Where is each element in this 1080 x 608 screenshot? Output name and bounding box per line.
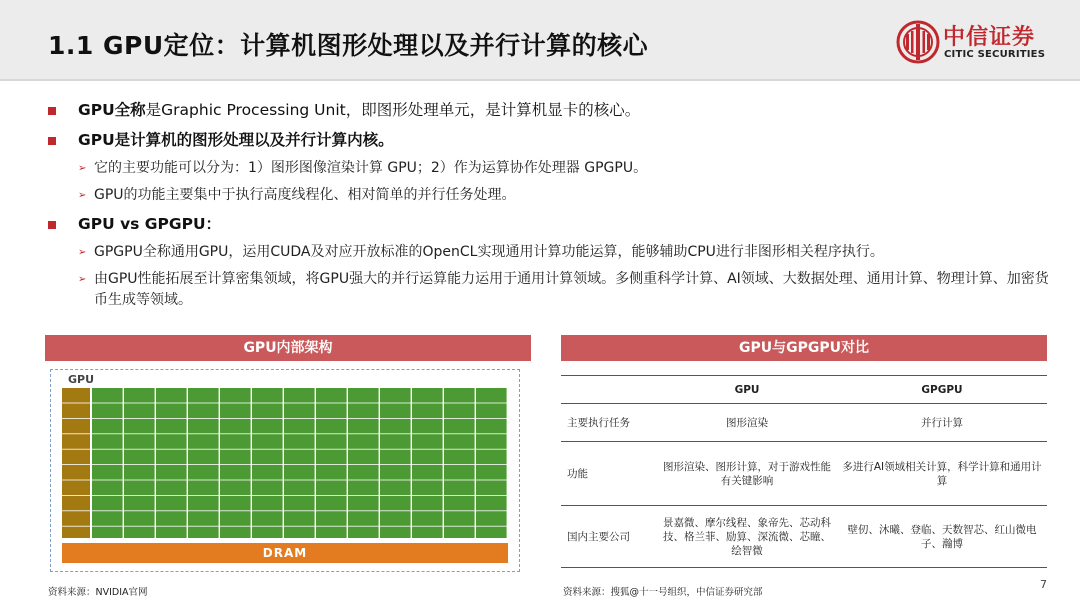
alu-core-cell [252, 450, 283, 465]
table-header-row [561, 376, 1047, 404]
alu-core-cell [316, 388, 347, 403]
bullet-square-icon [48, 137, 56, 145]
arrow-right-icon: ➢ [78, 163, 87, 174]
alu-core-cell [476, 465, 507, 480]
alu-core-cell [124, 527, 155, 538]
alu-core-cell [188, 496, 219, 511]
alu-core-cell [380, 419, 411, 434]
alu-core-cell [380, 496, 411, 511]
alu-core-cell [156, 388, 187, 403]
logo-name-en: CITIC SECURITIES [944, 49, 1046, 60]
alu-core-cell [316, 450, 347, 465]
alu-core-cell [348, 511, 379, 526]
alu-core-cell [284, 388, 315, 403]
table-cell: 并行计算 [837, 404, 1047, 442]
alu-core-cell [124, 465, 155, 480]
page-title: 1.1 GPU定位：计算机图形处理以及并行计算的核心 [48, 31, 649, 60]
alu-core-cell [348, 527, 379, 538]
alu-core-cell [476, 419, 507, 434]
alu-core-cell [124, 434, 155, 449]
alu-core-cell [348, 496, 379, 511]
alu-core-cell [220, 419, 251, 434]
bullet-bold-text: GPU是计算机的图形处理以及并行计算内核。 [78, 131, 394, 149]
alu-core-cell [412, 496, 443, 511]
alu-core-cell [380, 465, 411, 480]
alu-core-cell [444, 450, 475, 465]
alu-core-cell [284, 419, 315, 434]
dram-bar: DRAM [62, 543, 508, 563]
alu-core-cell [348, 419, 379, 434]
page-number: 7 [1040, 578, 1047, 591]
alu-core-cell [284, 465, 315, 480]
alu-core-cell [252, 388, 283, 403]
row-label: 国内主要公司 [561, 506, 657, 568]
alu-core-cell [412, 419, 443, 434]
alu-core-cell [188, 480, 219, 495]
alu-core-cell [444, 465, 475, 480]
control-cache-cell [62, 527, 90, 538]
alu-core-cell [476, 496, 507, 511]
alu-core-cell [380, 480, 411, 495]
table-row [561, 442, 1047, 506]
alu-core-cell [252, 465, 283, 480]
alu-core-cell [476, 434, 507, 449]
alu-core-cell [124, 450, 155, 465]
control-cache-cell [62, 480, 90, 495]
alu-core-cell [124, 388, 155, 403]
alu-core-cell [284, 450, 315, 465]
alu-core-cell [412, 403, 443, 418]
sub-bullet-text: 它的主要功能可以分为：1）图形图像渲染计算 GPU；2）作为运算协作处理器 GPGPU。 [94, 160, 648, 176]
control-cache-cell [62, 388, 90, 403]
table-cell: 壁仞、沐曦、登临、天数智芯、红山微电子、瀚博 [837, 506, 1047, 568]
control-cache-cell [62, 450, 90, 465]
sub-bullet-functions [48, 158, 1058, 179]
alu-core-cell [444, 496, 475, 511]
alu-core-cell [188, 388, 219, 403]
alu-core-cell [92, 419, 123, 434]
alu-core-cell [220, 480, 251, 495]
alu-core-cell [220, 527, 251, 538]
alu-core-cell [124, 480, 155, 495]
alu-core-cell [316, 419, 347, 434]
sub-bullet-text: 由GPU性能拓展至计算密集领域，将GPU强大的并行运算能力运用于通用计算领域。多侧重科学计算、AI领域、大数据处理、通用计算、物理计算、加密货币生成等领域。 [94, 271, 1049, 308]
gpu-gpgpu-compare-title: GPU与GPGPU对比 [561, 335, 1047, 361]
alu-core-cell [188, 434, 219, 449]
alu-core-cell [124, 496, 155, 511]
control-cache-cell [62, 465, 90, 480]
alu-core-cell [124, 403, 155, 418]
bullet-square-icon [48, 107, 56, 115]
alu-core-cell [252, 434, 283, 449]
row-label: 主要执行任务 [561, 404, 657, 442]
alu-core-cell [92, 403, 123, 418]
alu-core-cell [284, 496, 315, 511]
control-cache-cell [62, 496, 90, 511]
alu-core-cell [348, 403, 379, 418]
alu-core-cell [252, 419, 283, 434]
alu-core-cell [444, 434, 475, 449]
alu-core-cell [412, 480, 443, 495]
table-header-cell: GPU [657, 376, 837, 404]
alu-core-cell [220, 450, 251, 465]
table-row [561, 506, 1047, 568]
alu-core-cell [412, 527, 443, 538]
table-cell: 图形渲染、图形计算，对于游戏性能有关键影响 [657, 442, 837, 506]
alu-core-cell [252, 480, 283, 495]
alu-core-cell [188, 527, 219, 538]
alu-core-cell [348, 480, 379, 495]
sub-bullet-text: GPU的功能主要集中于执行高度线程化、相对简单的并行任务处理。 [94, 187, 516, 203]
alu-core-cell [380, 450, 411, 465]
bullet-square-icon [48, 221, 56, 229]
bullet-text: 是Graphic Processing Unit，即图形处理单元，是计算机显卡的核心。 [145, 101, 641, 119]
alu-core-cell [316, 511, 347, 526]
alu-core-cell [444, 403, 475, 418]
logo-name-cn: 中信证券 [943, 25, 1036, 50]
alu-core-cell [476, 511, 507, 526]
sub-bullet-text: GPGPU全称通用GPU，运用CUDA及对应开放标准的OpenCL实现通用计算功能运算，能够辅助CPU进行非图形相关程序执行。 [94, 244, 884, 260]
alu-core-cell [348, 450, 379, 465]
alu-core-cell [316, 465, 347, 480]
control-cache-cell [62, 403, 90, 418]
alu-core-cell [284, 511, 315, 526]
alu-core-cell [348, 434, 379, 449]
alu-core-cell [412, 450, 443, 465]
bullet-gpu-fullname [48, 98, 1058, 122]
alu-core-cell [220, 388, 251, 403]
alu-core-cell [476, 403, 507, 418]
table-cell: 多进行AI领域相关计算，科学计算和通用计算 [837, 442, 1047, 506]
source-note-right: 资料来源：搜狐@十一号组织，中信证券研究部 [563, 587, 763, 598]
gpu-architecture-title: GPU内部架构 [45, 335, 531, 361]
row-label: 功能 [561, 442, 657, 506]
alu-core-cell [252, 527, 283, 538]
alu-core-cell [412, 511, 443, 526]
alu-core-cell [220, 403, 251, 418]
alu-core-cell [220, 496, 251, 511]
alu-core-cell [188, 465, 219, 480]
source-note-left: 资料来源：NVIDIA官网 [48, 587, 148, 598]
header-divider [0, 79, 1080, 81]
citic-logo [896, 18, 1056, 64]
alu-core-cell [284, 434, 315, 449]
arrow-right-icon: ➢ [78, 190, 87, 201]
alu-core-cell [412, 434, 443, 449]
alu-core-cell [92, 511, 123, 526]
alu-core-cell [380, 527, 411, 538]
alu-core-cell [412, 465, 443, 480]
citic-logo-icon [896, 20, 940, 64]
alu-core-cell [316, 480, 347, 495]
alu-core-cell [284, 527, 315, 538]
alu-core-cell [188, 419, 219, 434]
alu-core-cell [92, 450, 123, 465]
alu-core-cell [92, 496, 123, 511]
alu-core-cell [284, 480, 315, 495]
comparison-table [561, 375, 1047, 568]
alu-core-cell [220, 434, 251, 449]
alu-core-cell [444, 480, 475, 495]
alu-core-cell [220, 511, 251, 526]
alu-core-cell [476, 450, 507, 465]
alu-core-cell [476, 480, 507, 495]
alu-core-cell [156, 480, 187, 495]
bullet-gpu-core [48, 128, 1058, 152]
alu-core-cell [92, 388, 123, 403]
alu-core-cell [444, 419, 475, 434]
alu-core-cell [444, 511, 475, 526]
alu-core-cell [444, 527, 475, 538]
alu-core-cell [316, 434, 347, 449]
alu-core-cell [444, 388, 475, 403]
sub-bullet-gpgpu-fields [48, 269, 1058, 311]
bullet-gpu-vs-gpgpu [48, 212, 1058, 236]
alu-core-cell [92, 527, 123, 538]
alu-core-cell [156, 511, 187, 526]
alu-core-cell [92, 480, 123, 495]
alu-core-cell [412, 388, 443, 403]
control-cache-cell [62, 419, 90, 434]
alu-core-cell [476, 527, 507, 538]
bullet-list [48, 98, 1058, 317]
bullet-bold-text: GPU全称 [78, 101, 146, 119]
alu-core-cell [156, 496, 187, 511]
alu-core-cell [380, 388, 411, 403]
alu-core-cell [252, 403, 283, 418]
alu-core-cell [380, 511, 411, 526]
table-cell: 景嘉微、摩尔线程、象帝先、芯动科技、格兰菲、励算、深流微、芯瞳、绘智微 [657, 506, 837, 568]
table-row [561, 404, 1047, 442]
gpu-label: GPU [68, 373, 95, 386]
arrow-right-icon: ➢ [78, 247, 87, 258]
alu-core-cell [92, 434, 123, 449]
control-cache-cell [62, 511, 90, 526]
control-cache-cell [62, 434, 90, 449]
alu-core-cell [220, 465, 251, 480]
alu-core-cell [124, 511, 155, 526]
alu-core-cell [188, 403, 219, 418]
alu-core-cell [156, 419, 187, 434]
arrow-right-icon: ➢ [78, 274, 87, 285]
table-header-cell: GPGPU [837, 376, 1047, 404]
alu-core-cell [476, 388, 507, 403]
alu-core-cell [156, 450, 187, 465]
gpu-core-grid [62, 388, 508, 538]
sub-bullet-parallel [48, 185, 1058, 206]
alu-core-cell [252, 511, 283, 526]
alu-core-cell [348, 388, 379, 403]
alu-core-cell [156, 403, 187, 418]
alu-core-cell [156, 434, 187, 449]
alu-core-cell [188, 450, 219, 465]
alu-core-cell [348, 465, 379, 480]
alu-core-cell [252, 496, 283, 511]
alu-core-cell [316, 496, 347, 511]
bullet-bold-text: GPU vs GPGPU： [78, 215, 222, 233]
alu-core-cell [380, 434, 411, 449]
alu-core-cell [92, 465, 123, 480]
alu-core-cell [156, 465, 187, 480]
table-header-cell [561, 376, 657, 404]
alu-core-cell [316, 403, 347, 418]
sub-bullet-gpgpu-def [48, 242, 1058, 263]
alu-core-cell [156, 527, 187, 538]
table-cell: 图形渲染 [657, 404, 837, 442]
alu-core-cell [316, 527, 347, 538]
alu-core-cell [284, 403, 315, 418]
alu-core-cell [380, 403, 411, 418]
alu-core-cell [124, 419, 155, 434]
alu-core-cell [188, 511, 219, 526]
